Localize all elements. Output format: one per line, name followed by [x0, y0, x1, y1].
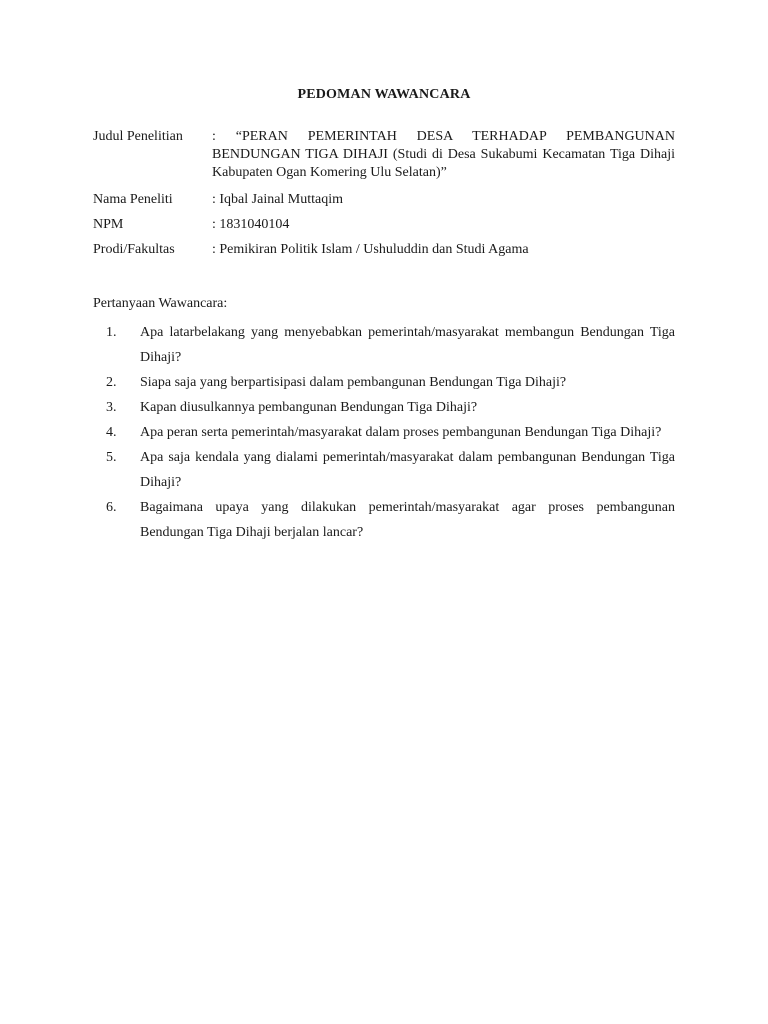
list-item [93, 420, 675, 445]
question-text: Bagaimana upaya yang dilakukan pemerintah/masyarakat agar proses pembangunan Bendungan Tiga Dihaji berjalan lancar? [140, 500, 675, 540]
question-text: Apa peran serta pemerintah/masyarakat dalam proses pembangunan Bendungan Tiga Dihaji? [140, 425, 662, 440]
questions-heading: Pertanyaan Wawancara: [93, 296, 228, 311]
list-item [93, 395, 675, 420]
research-metadata [93, 128, 675, 266]
question-number: 4. [106, 425, 117, 440]
meta-value-nama: : Iqbal Jainal Muttaqim [212, 192, 344, 207]
meta-row-prodi [93, 241, 675, 259]
list-item [93, 495, 675, 545]
meta-value-judul [212, 128, 675, 182]
meta-value-npm: : 1831040104 [212, 217, 290, 232]
document-title: PEDOMAN WAWANCARA [297, 87, 471, 102]
question-number: 5. [106, 450, 117, 465]
judul-line-2: BENDUNGAN TIGA DIHAJI (Studi di Desa Sukabumi Kecamatan Tiga Dihaji Kabupaten Ogan Komering Ulu Selatan)” [212, 147, 675, 180]
list-item [93, 320, 675, 370]
list-item [93, 370, 675, 395]
meta-value-prodi: : Pemikiran Politik Islam / Ushuluddin dan Studi Agama [212, 242, 529, 257]
meta-label-judul: Judul Penelitian [93, 129, 183, 144]
meta-label-nama: Nama Peneliti [93, 192, 173, 207]
judul-line-1: : “PERAN PEMERINTAH DESA TERHADAP PEMBANGUNAN [212, 129, 675, 144]
question-number: 3. [106, 400, 117, 415]
question-text: Kapan diusulkannya pembangunan Bendungan Tiga Dihaji? [140, 400, 478, 415]
meta-row-npm [93, 216, 675, 234]
question-text: Apa latarbelakang yang menyebabkan pemerintah/masyarakat membangun Bendungan Tiga Dihaji? [140, 325, 675, 365]
question-number: 6. [106, 500, 117, 515]
question-number: 2. [106, 375, 117, 390]
question-text: Apa saja kendala yang dialami pemerintah/masyarakat dalam pembangunan Bendungan Tiga Dihaji? [140, 450, 675, 490]
meta-label-npm: NPM [93, 217, 124, 232]
question-list [93, 320, 675, 545]
list-item [93, 445, 675, 495]
meta-row-nama [93, 191, 675, 209]
meta-row-judul [93, 128, 675, 182]
question-number: 1. [106, 325, 117, 340]
meta-label-prodi: Prodi/Fakultas [93, 242, 175, 257]
question-text: Siapa saja yang berpartisipasi dalam pembangunan Bendungan Tiga Dihaji? [140, 375, 567, 390]
